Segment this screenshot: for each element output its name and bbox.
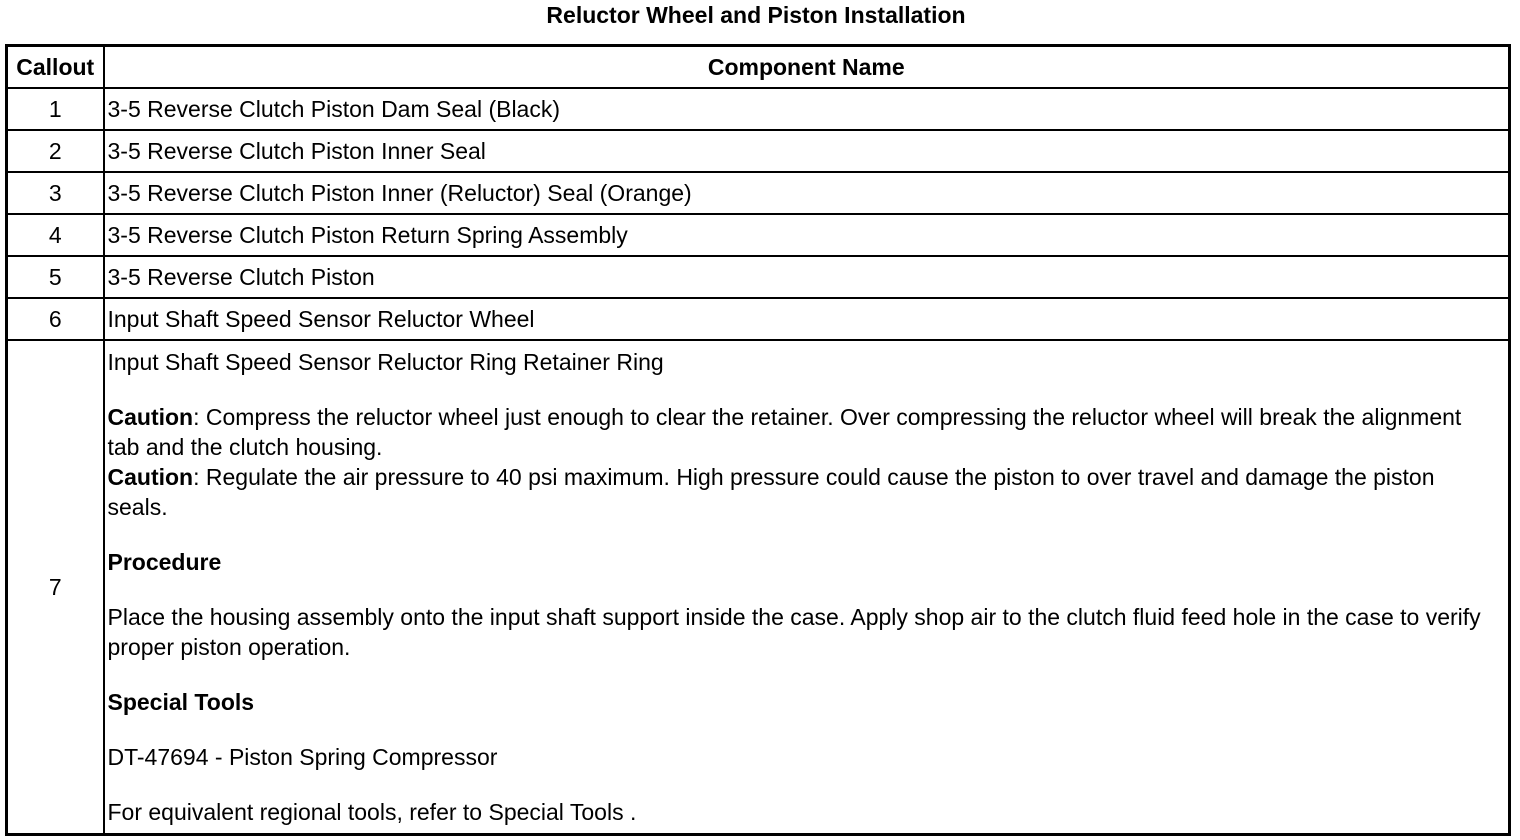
document-title: Reluctor Wheel and Piston Installation — [546, 2, 966, 28]
table-row — [7, 172, 1510, 214]
component-name-cell: 3-5 Reverse Clutch Piston — [104, 256, 1510, 298]
procedure-heading — [108, 547, 1485, 577]
component-name-cell: 3-5 Reverse Clutch Piston Return Spring Assembly — [104, 214, 1510, 256]
table-row-7 — [7, 340, 1510, 835]
special-tool-item: DT-47694 - Piston Spring Compressor — [107, 744, 498, 770]
caution-text: : Regulate the air pressure to 40 psi maximum. High pressure could cause the piston to over travel and damage the piston seals. — [107, 464, 1435, 520]
caution-label: Caution — [107, 404, 194, 430]
callout-cell: 3 — [7, 172, 104, 214]
special-tools-note: For equivalent regional tools, refer to Special Tools . — [107, 799, 637, 825]
callout-cell: 5 — [7, 256, 104, 298]
caution-label: Caution — [107, 464, 194, 490]
component-name-cell: 3-5 Reverse Clutch Piston Dam Seal (Black) — [104, 88, 1510, 130]
table-header-row — [7, 46, 1510, 89]
callout-cell: 4 — [7, 214, 104, 256]
special-tools-heading — [108, 687, 1485, 717]
component-name-cell: 3-5 Reverse Clutch Piston Inner (Reluctor) Seal (Orange) — [104, 172, 1510, 214]
callout-cell: 2 — [7, 130, 104, 172]
component-name-cell: 3-5 Reverse Clutch Piston Inner Seal — [104, 130, 1510, 172]
caution-text: : Compress the reluctor wheel just enough to clear the retainer. Over compressing the reluctor wheel will break the alignment tab and the clutch housing. — [107, 404, 1462, 460]
table-row — [7, 298, 1510, 340]
component-detail-cell — [104, 340, 1510, 835]
special-tools-heading-text: Special Tools — [107, 689, 255, 715]
caution-note-2 — [108, 462, 1485, 522]
header-component-name: Component Name — [104, 46, 1510, 89]
component-table — [5, 44, 1511, 836]
table-row — [7, 256, 1510, 298]
procedure-heading-text: Procedure — [107, 549, 222, 575]
procedure-text: Place the housing assembly onto the input shaft support inside the case. Apply shop air to the clutch fluid feed hole in the case to verify proper piston operation. — [107, 604, 1481, 660]
caution-note-1 — [108, 402, 1485, 462]
header-callout: Callout — [7, 46, 104, 89]
table-row — [7, 214, 1510, 256]
callout-cell: 1 — [7, 88, 104, 130]
callout-cell: 6 — [7, 298, 104, 340]
table-row — [7, 88, 1510, 130]
callout-cell: 7 — [7, 340, 104, 835]
table-row — [7, 130, 1510, 172]
component-name: Input Shaft Speed Sensor Reluctor Ring Retainer Ring — [107, 349, 664, 375]
component-name-cell: Input Shaft Speed Sensor Reluctor Wheel — [104, 298, 1510, 340]
